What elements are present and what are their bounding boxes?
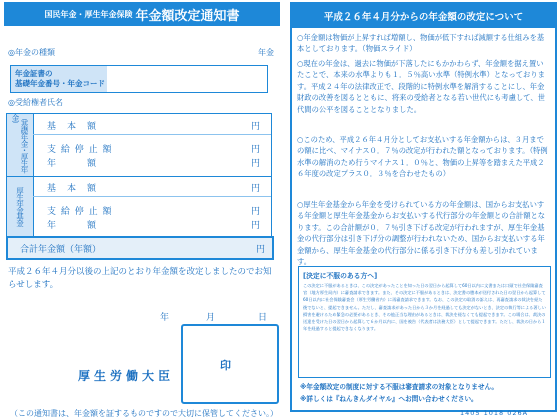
row-label: 年 額	[47, 221, 98, 231]
row-label: 支 給 停 止 額	[47, 207, 113, 217]
appeal-rights-box	[298, 266, 551, 378]
group-heading-fund: 厚生年金基金	[7, 176, 34, 237]
appeal-rights-body: この決定に不服があるときは、この決定があったことを知った日の翌日から起算して60日以内に文書または口頭で社会保険審査官（地方厚生局内）に審査請求できます。また、その決定に不服があるときは、決定書の謄本が送付された日の翌日から起算して60日以内に社会保険審査会（厚生労働省内）に再審査請求できます。なお、この決定の取消の訴えは、再審査請求の裁決を経た後でないと、提起できません。ただし、審査請求があった日から３か月を経過しても決定がないとき、決定の執行等による著しい損害を避けるため緊急の必要があるとき、その他正当な理由があるときは、裁決を経なくても提起できます。この場合は、裁決の送達を受けた日の翌日から起算して６か月以内に、国を被告（代表者は法務大臣）として提起できます。ただし、裁決の日から１年を経過すると提起できなくなります。	[303, 283, 546, 332]
pension-type-label: ◎年金の種類	[8, 48, 55, 57]
row-label: 基 本 額	[47, 122, 98, 132]
recipient-name-label: ◎受給権者氏名	[8, 98, 63, 107]
pension-code-box	[10, 65, 268, 93]
note-not-appealable: ※年金額改定の制度に対する不服は審査請求の対象となりません。	[300, 383, 499, 391]
notice-text: 平成２６年４月分以後の上記のとおり年金額を改定しましたのでお知らせします。	[8, 267, 272, 290]
amount-table	[6, 113, 272, 238]
pension-code-label: 年金証書の 基礎年金番号・年金コード	[15, 69, 105, 88]
row-unit: 円	[251, 145, 261, 155]
row-label: 年 額	[47, 159, 98, 169]
paragraph-price-slide: ○年金額は物価が上昇すれば増額し、物価が低下すれば減額する仕組みを基本としております。（物価スライド）	[297, 33, 545, 54]
total-unit: 円	[256, 245, 266, 255]
title-bar	[4, 2, 280, 26]
date-day: 日	[258, 313, 268, 323]
pension-type-row	[8, 47, 274, 58]
row-unit: 円	[251, 221, 261, 231]
revision-explanation-panel	[290, 2, 557, 412]
row-unit: 円	[251, 159, 261, 169]
minister-name: 厚生労働大臣	[78, 369, 175, 383]
appeal-rights-title: [決定に不服のある方へ]	[303, 272, 378, 280]
row-label: 支 給 停 止 額	[47, 145, 113, 155]
page-title: 年金額改定通知書	[135, 8, 240, 24]
row-unit: 円	[251, 122, 261, 132]
seal-mark: 印	[220, 359, 231, 372]
date-year: 年	[160, 313, 170, 323]
total-label: 合計年金額（年額）	[20, 245, 102, 255]
group-heading-basic-employee: （基礎年金・厚生年金）	[7, 114, 34, 176]
title-prefix: 国民年金・厚生年金保険	[44, 9, 133, 19]
panel-title: 平成２６年４月分からの年金額の改定について	[292, 4, 555, 28]
pension-type-value: 年金	[258, 48, 274, 57]
row-unit: 円	[251, 184, 261, 194]
paragraph-special-level: ○現在の年金は、過去に物価が下落したにもかかわらず、年金額を据え置いたことで、本来の水準よりも１．５％高い水準（特例水準）となっております。平成２４年の法律改正で、段階的に特例水準を解消することにし、年金財政の改善を図るとともに、将来の受給者となる若い世代にも考慮して、世代間の公平を図ることとなりました。	[297, 59, 545, 114]
row-label: 基 本 額	[47, 184, 98, 194]
form-code-number: 1405 1018 026A	[460, 409, 529, 417]
note-contact-dial: ※詳しくは『ねんきんダイヤル』へお問い合わせください。	[300, 395, 478, 403]
date-month: 月	[206, 313, 216, 323]
paragraph-revision-rate: ○このため、平成２６年４月分としてお支払いする年金額からは、３月までの額に比べ、マイナス０．７％の改定が行われた額となっております。（特例水準の解消のため行うマイナス１．０％と、物価の上昇等を踏まえた平成２６年度の改定プラス０．３％を合わせたもの）	[297, 135, 548, 179]
row-unit: 円	[251, 207, 261, 217]
total-row	[6, 236, 274, 260]
paragraph-pension-fund: ○厚生年金基金から年金を受けられている方の年金額は、国からお支払いする年金額と厚生年金基金からお支払いする代行部分の年金額との合計額となります。この合計額が０．７％引き下げる改定が行われますが、厚生年金基金の代行部分は引き下げ分の調整が行われないため、国からお支払いする年金額から、厚生年金基金の代行部分に係る引き下げ分も差し引かれています。	[297, 200, 546, 267]
footer-note: （この通知書は、年金額を証するものですので大切に保管してください。）	[10, 409, 278, 418]
